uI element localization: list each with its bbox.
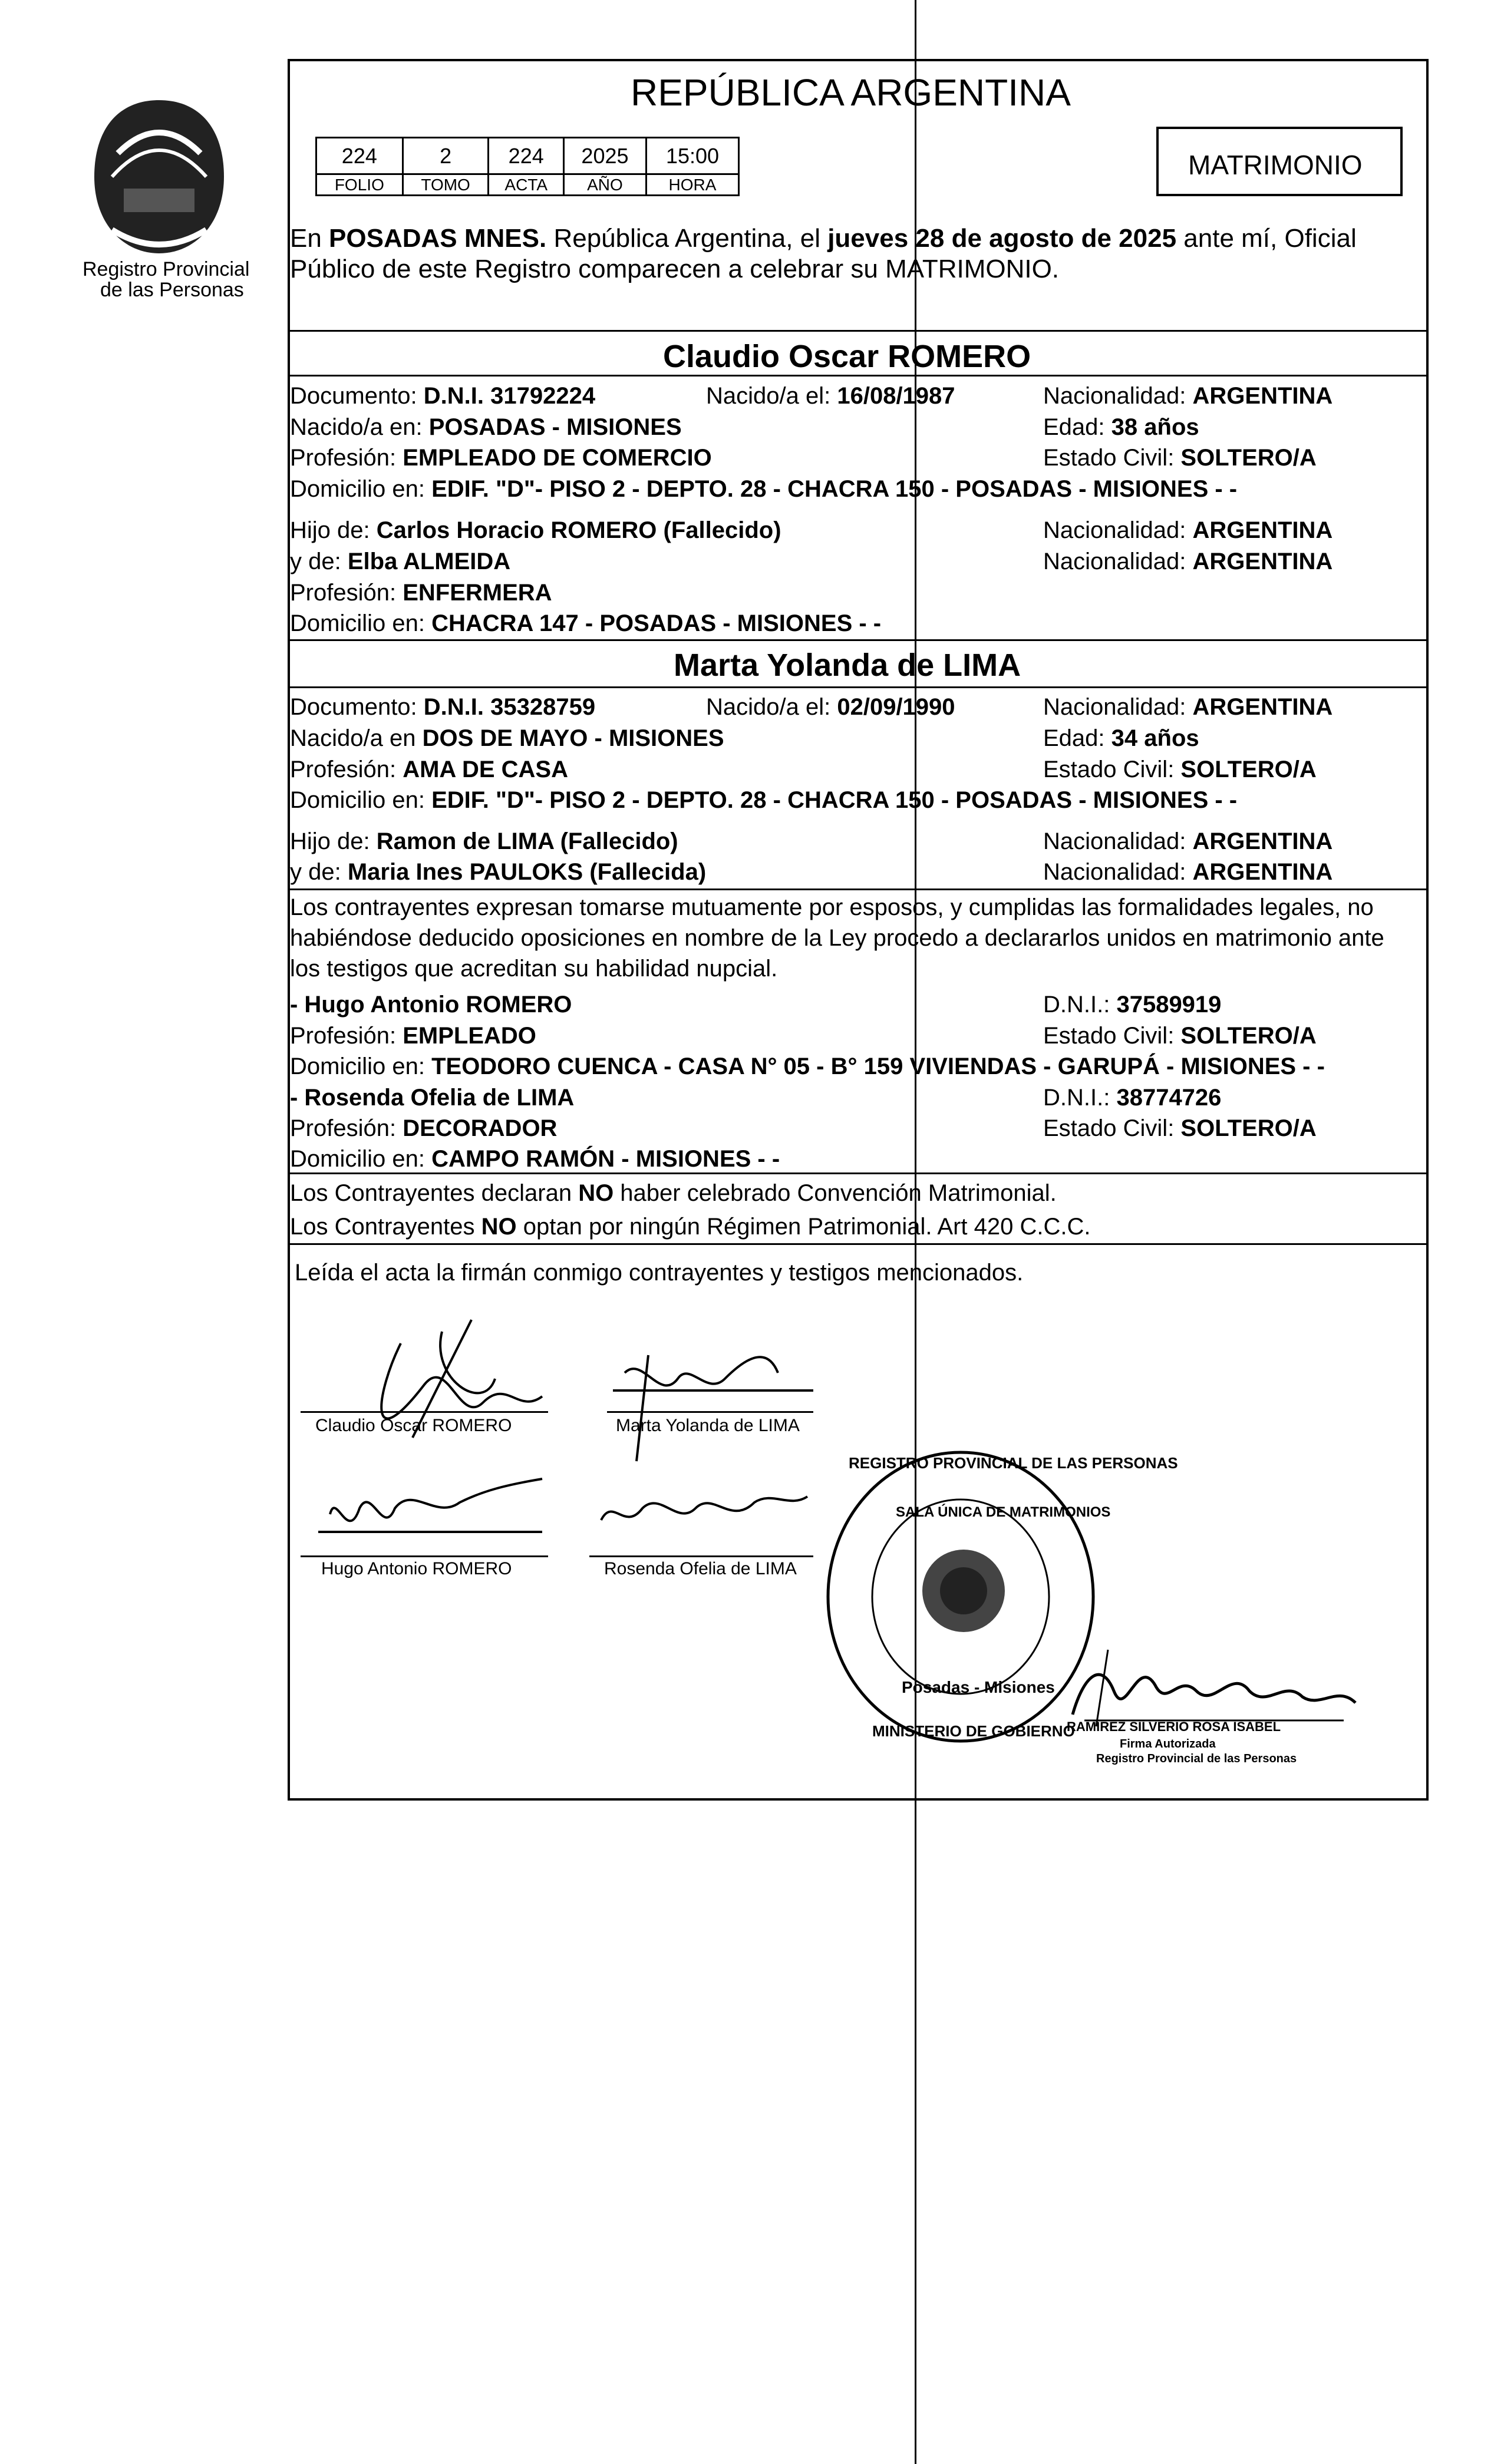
declaration-line-1: Los contrayentes expresan tomarse mutuamente por esposos, y cumplidas las formalidades legales, no (290, 894, 1374, 920)
divider (288, 330, 1429, 332)
divider (288, 686, 1429, 688)
seal-bottom-text: MINISTERIO DE GOBIERNO (872, 1722, 1075, 1740)
official-title-1: Firma Autorizada (1120, 1738, 1216, 1750)
groom-birthplace: Nacido/a en: POSADAS - MISIONES (290, 414, 682, 440)
official-signature-icon (1061, 1638, 1367, 1732)
witness-1-name: - Hugo Antonio ROMERO (290, 992, 572, 1018)
bride-born: Nacido/a el: 02/09/1990 (706, 694, 955, 720)
divider (288, 889, 1429, 890)
tomo-value: 2 (403, 138, 489, 174)
frame-right (1426, 59, 1429, 1800)
seal-inner-text: SALA ÚNICA DE MATRIMONIOS (896, 1504, 1111, 1520)
province-seal-icon (77, 88, 242, 265)
declaration-line-3: los testigos que acreditan su habilidad nupcial. (290, 956, 778, 982)
logo-caption-1: Registro Provincial (83, 258, 250, 280)
record-fields-table (315, 137, 740, 196)
bride-age: Edad: 34 años (1043, 725, 1199, 751)
signature-label-bride: Marta Yolanda de LIMA (616, 1416, 800, 1435)
frame-top (288, 59, 1429, 61)
groom-profession: Profesión: EMPLEADO DE COMERCIO (290, 445, 712, 471)
regime-line-2: Los Contrayentes NO optan por ningún Régimen Patrimonial. Art 420 C.C.C. (290, 1214, 1091, 1240)
groom-mother-nationality: Nacionalidad: ARGENTINA (1043, 549, 1333, 574)
divider (288, 375, 1429, 376)
witness-1-address: Domicilio en: TEODORO CUENCA - CASA N° 05 - B° 159 VIVIENDAS - GARUPÁ - MISIONES - - (290, 1053, 1325, 1079)
frame-bottom (288, 1798, 1429, 1801)
intro-line-1 (290, 226, 1357, 252)
divider (288, 1243, 1429, 1245)
hora-value: 15:00 (647, 138, 739, 174)
witness-1-dni: D.N.I.: 37589919 (1043, 992, 1222, 1018)
groom-mother: y de: Elba ALMEIDA (290, 549, 511, 574)
signature-line-groom (301, 1411, 548, 1413)
bride-civil-status: Estado Civil: SOLTERO/A (1043, 757, 1317, 782)
witness-2-address: Domicilio en: CAMPO RAMÓN - MISIONES - - (290, 1146, 780, 1172)
witness-2-name: - Rosenda Ofelia de LIMA (290, 1085, 575, 1111)
groom-doc: Documento: D.N.I. 31792224 (290, 383, 596, 409)
bride-mother: y de: Maria Ines PAULOKS (Fallecida) (290, 859, 707, 885)
bride-address: Domicilio en: EDIF. "D"- PISO 2 - DEPTO. 28 - CHACRA 150 - POSADAS - MISIONES - - (290, 787, 1238, 813)
intro-line-2: Público de este Registro comparecen a celebrar su MATRIMONIO. (290, 255, 1060, 283)
groom-address: Domicilio en: EDIF. "D"- PISO 2 - DEPTO. 28 - CHACRA 150 - POSADAS - MISIONES - - (290, 476, 1238, 502)
groom-civil-status: Estado Civil: SOLTERO/A (1043, 445, 1317, 471)
signature-line-bride (607, 1411, 813, 1413)
groom-mother-profession: Profesión: ENFERMERA (290, 580, 552, 606)
anio-value: 2025 (563, 138, 646, 174)
regime-line-1: Los Contrayentes declaran NO haber celebrado Convención Matrimonial. (290, 1180, 1057, 1206)
bride-name: Marta Yolanda de LIMA (674, 648, 1021, 683)
intro-text: ante mí, Oficial (1176, 224, 1357, 253)
seal-ring-text: REGISTRO PROVINCIAL DE LAS PERSONAS (849, 1454, 1178, 1472)
signature-line-w2 (589, 1555, 813, 1557)
acta-label: ACTA (489, 174, 563, 196)
bride-father: Hijo de: Ramon de LIMA (Fallecido) (290, 828, 678, 854)
groom-age: Edad: 38 años (1043, 414, 1199, 440)
witness-2-civil-status: Estado Civil: SOLTERO/A (1043, 1115, 1317, 1141)
groom-father-nationality: Nacionalidad: ARGENTINA (1043, 517, 1333, 543)
seal-city: Posadas - Misiones (902, 1678, 1055, 1696)
signature-label-w2: Rosenda Ofelia de LIMA (604, 1559, 797, 1578)
signature-label-groom: Claudio Oscar ROMERO (315, 1416, 512, 1435)
witness-1-profession: Profesión: EMPLEADO (290, 1023, 536, 1049)
bride-nationality: Nacionalidad: ARGENTINA (1043, 694, 1333, 720)
divider (288, 639, 1429, 641)
bride-birthplace: Nacido/a en DOS DE MAYO - MISIONES (290, 725, 724, 751)
witness-1-civil-status: Estado Civil: SOLTERO/A (1043, 1023, 1317, 1049)
bride-father-nationality: Nacionalidad: ARGENTINA (1043, 828, 1333, 854)
signature-scribbles-icon (295, 1308, 884, 1603)
bride-profession: Profesión: AMA DE CASA (290, 757, 568, 782)
document-title: REPÚBLICA ARGENTINA (631, 71, 1071, 114)
tomo-label: TOMO (403, 174, 489, 196)
official-title-2: Registro Provincial de las Personas (1096, 1752, 1297, 1765)
closing-statement: Leída el acta la firmán conmigo contrayentes y testigos mencionados. (295, 1260, 1024, 1286)
signature-line-w1 (301, 1555, 548, 1557)
intro-city: POSADAS MNES. (329, 224, 547, 253)
witness-2-profession: Profesión: DECORADOR (290, 1115, 558, 1141)
groom-born: Nacido/a el: 16/08/1987 (706, 383, 955, 409)
groom-nationality: Nacionalidad: ARGENTINA (1043, 383, 1333, 409)
hora-label: HORA (647, 174, 739, 196)
witness-2-dni: D.N.I.: 38774726 (1043, 1085, 1222, 1111)
groom-name: Claudio Oscar ROMERO (663, 339, 1031, 374)
groom-father: Hijo de: Carlos Horacio ROMERO (Fallecido) (290, 517, 781, 543)
divider (288, 1172, 1429, 1174)
bride-doc: Documento: D.N.I. 35328759 (290, 694, 596, 720)
registry-logo (77, 88, 250, 301)
declaration-line-2: habiéndose deducido oposiciones en nombre de la Ley procedo a declararlos unidos en matrimonio ante (290, 925, 1384, 951)
doc-type-box (1156, 127, 1403, 196)
folio-value: 224 (316, 138, 403, 174)
acta-value: 224 (489, 138, 563, 174)
intro-text: República Argentina, el (546, 224, 828, 253)
official-seal-icon (819, 1444, 1102, 1750)
doc-type: MATRIMONIO (1188, 150, 1363, 180)
intro-date: jueves 28 de agosto de 2025 (827, 224, 1177, 253)
official-name: RAMIREZ SILVERIO ROSA ISABEL (1067, 1719, 1281, 1734)
groom-mother-address: Domicilio en: CHACRA 147 - POSADAS - MISIONES - - (290, 610, 882, 636)
logo-caption-2: de las Personas (100, 279, 244, 301)
intro-text: En (290, 224, 329, 253)
bride-mother-nationality: Nacionalidad: ARGENTINA (1043, 859, 1333, 885)
folio-label: FOLIO (316, 174, 403, 196)
signature-label-w1: Hugo Antonio ROMERO (321, 1559, 512, 1578)
anio-label: AÑO (563, 174, 646, 196)
